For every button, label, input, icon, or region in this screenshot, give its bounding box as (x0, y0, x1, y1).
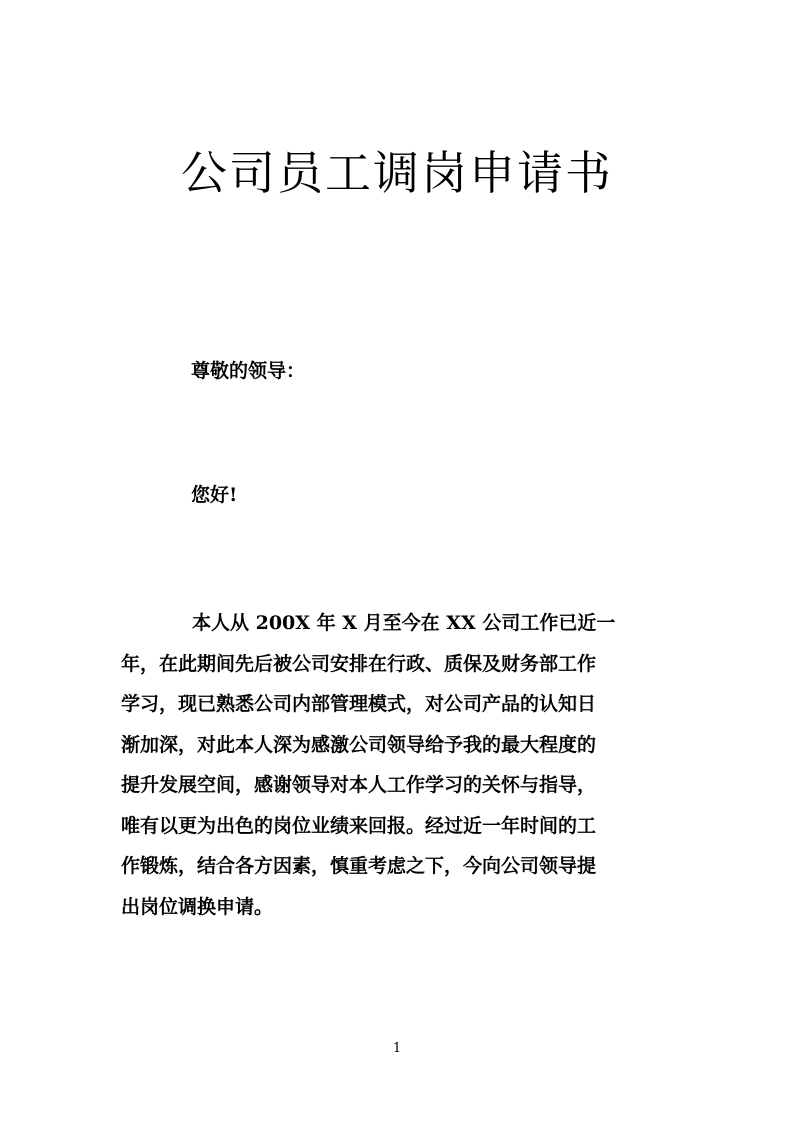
greeting: 您好! (191, 484, 238, 506)
page-number: 1 (392, 1041, 402, 1056)
body-line: 作锻炼，结合各方因素，慎重考虑之下，今向公司领导提 (121, 855, 597, 877)
salutation: 尊敬的领导： (191, 360, 306, 382)
body-line: 渐加深，对此本人深为感激公司领导给予我的最大程度的 (121, 733, 597, 756)
body-line: 提升发展空间，感谢领导对本人工作学习的关怀与指导， (121, 774, 597, 796)
body-line: 唯有以更为出色的岗位业绩来回报。经过近一年时间的工 (121, 814, 597, 837)
body-line: 年，在此期间先后被公司安排在行政、质保及财务部工作 (121, 652, 597, 675)
body-paragraph (121, 603, 681, 927)
body-line: 本人从 200X 年 X 月至今在 XX 公司工作已近一 (192, 612, 616, 634)
page-title: 公司员工调岗申请书 (181, 146, 613, 200)
body-line: 学习，现已熟悉公司内部管理模式，对公司产品的认知日 (121, 693, 597, 715)
body-line: 出岗位调换申请。 (121, 895, 274, 918)
